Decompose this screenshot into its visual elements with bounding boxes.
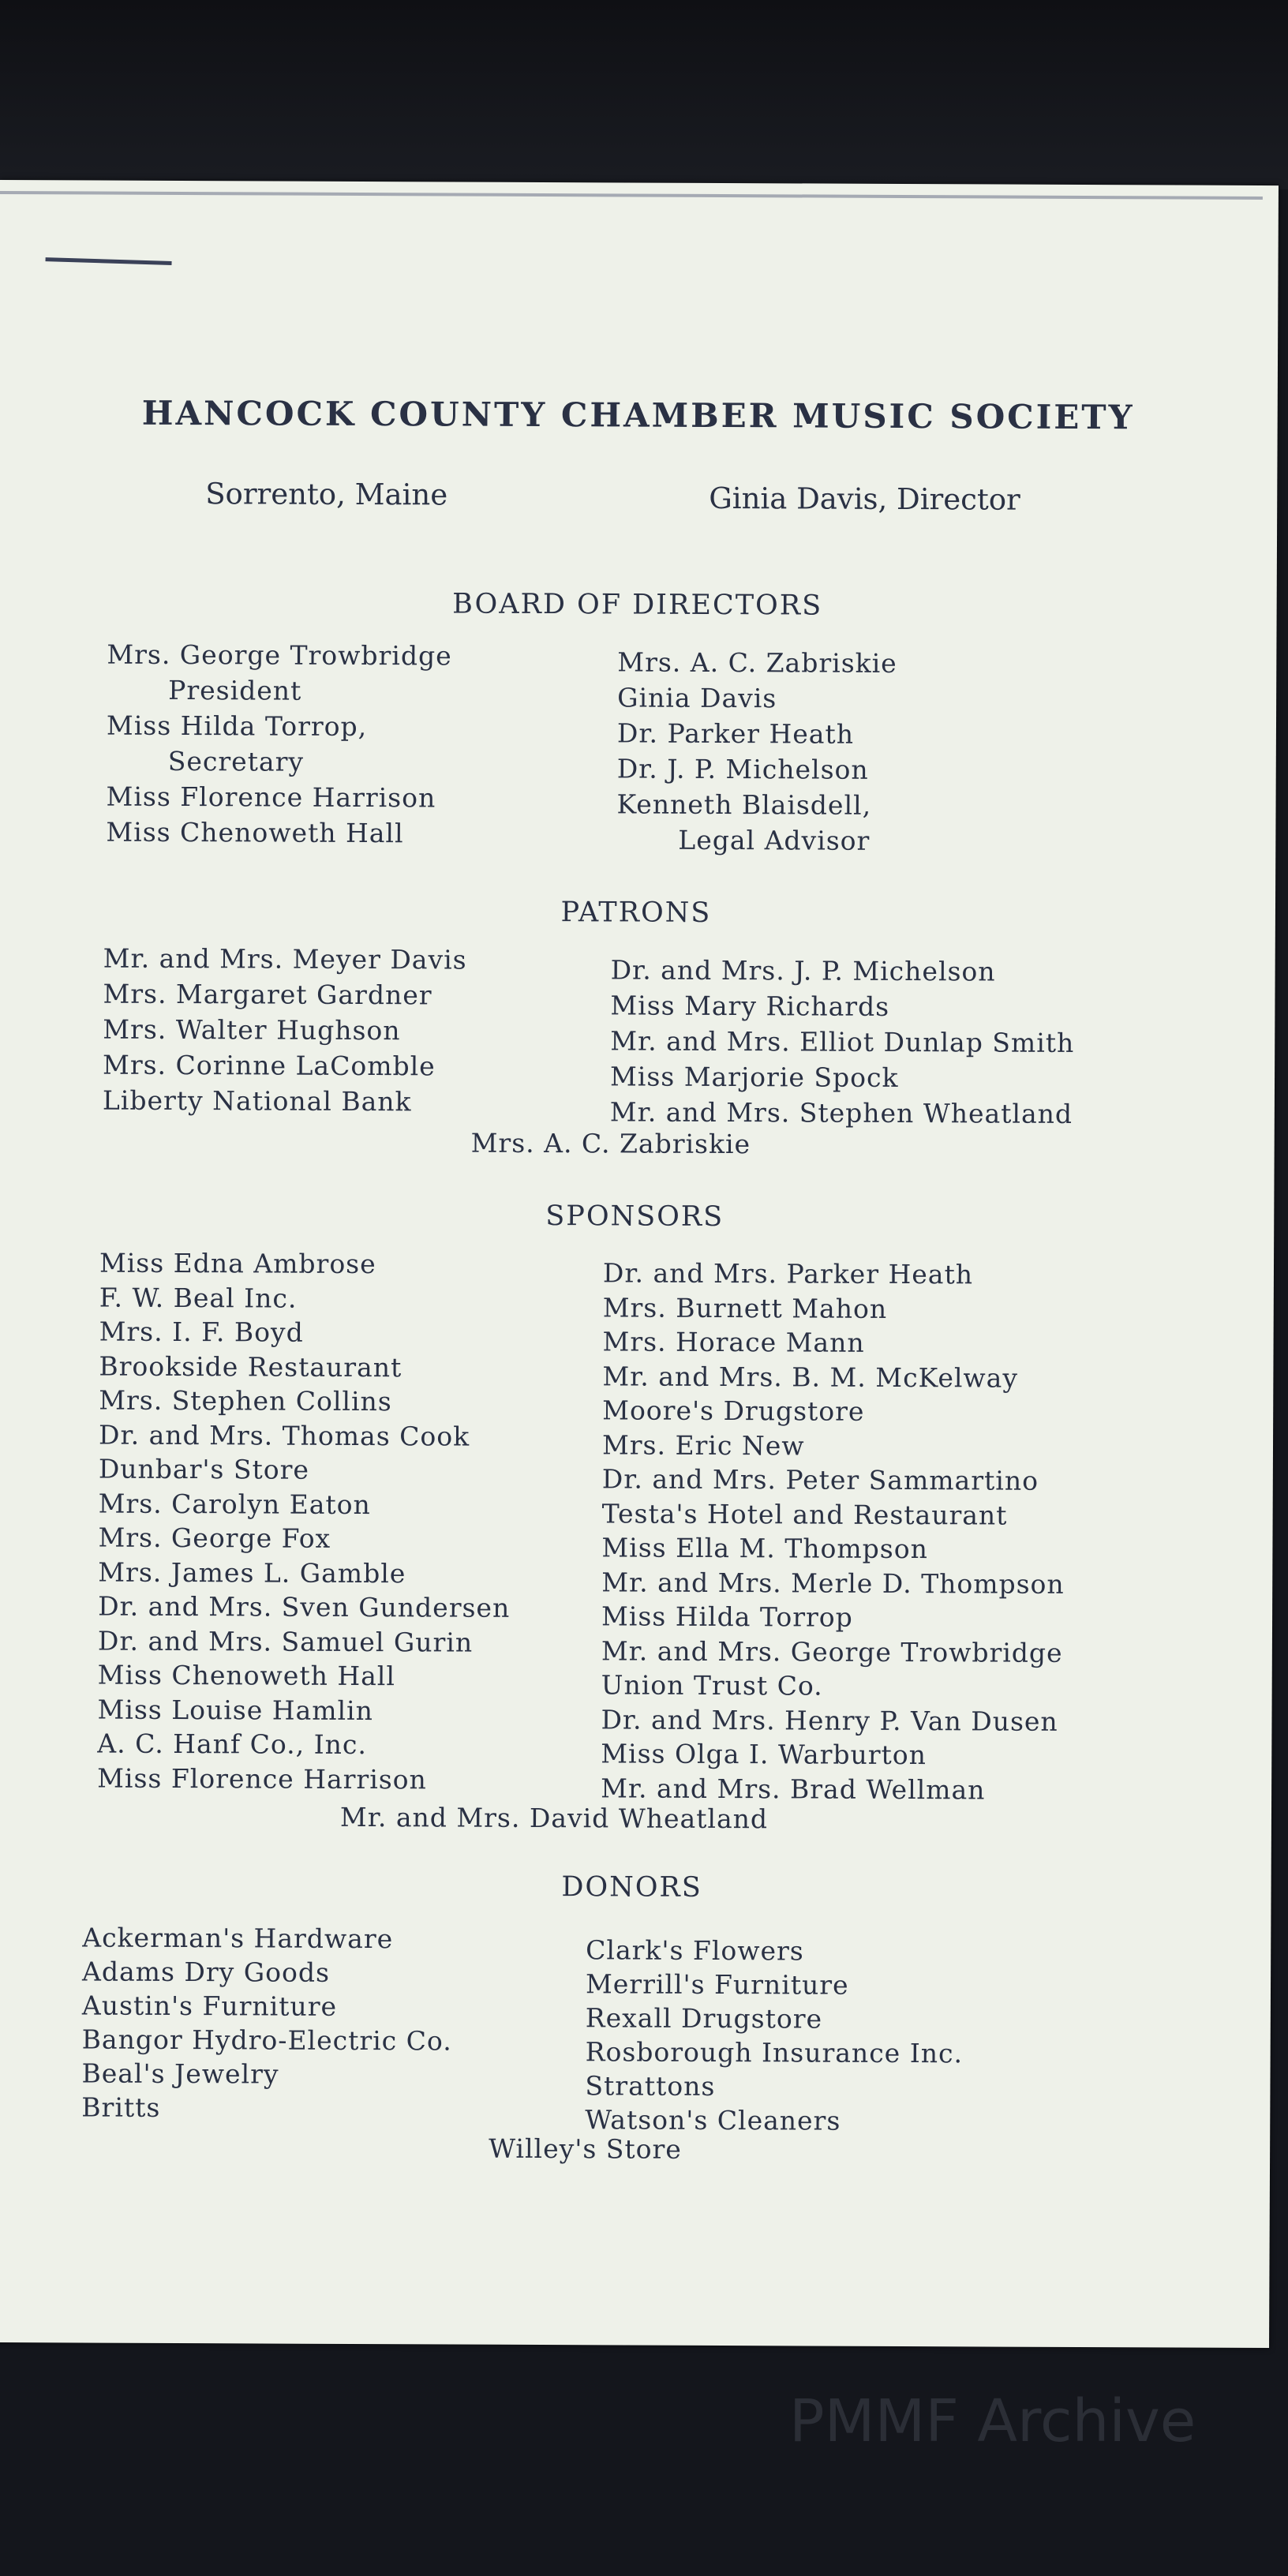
board-member-title: Secretary <box>167 745 305 777</box>
sponsor-entry: Mr. and Mrs. George Trowbridge <box>601 1634 1063 1668</box>
background-top <box>0 0 1288 189</box>
sponsor-entry: Mrs. Carolyn Eaton <box>98 1488 371 1520</box>
patron-entry: Mrs. Margaret Gardner <box>103 978 432 1011</box>
board-member: Dr. Parker Heath <box>616 717 855 750</box>
sponsor-entry: Miss Louise Hamlin <box>97 1694 373 1726</box>
sponsors-right-list <box>601 1256 1066 1807</box>
sponsor-entry: Dr. and Mrs. Henry P. Van Dusen <box>601 1703 1058 1737</box>
donors-heading: DONORS <box>561 1871 702 1904</box>
board-member: Miss Florence Harrison <box>106 781 436 814</box>
sponsor-entry: Miss Edna Ambrose <box>99 1247 376 1280</box>
pen-dash-mark <box>46 257 172 265</box>
donor-entry: Adams Dry Goods <box>82 1956 331 1988</box>
patron-entry: Mr. and Mrs. Stephen Wheatland <box>609 1096 1073 1129</box>
sponsor-entry: Dr. and Mrs. Peter Sammartino <box>601 1463 1039 1496</box>
donor-entry: Beal's Jewelry <box>81 2057 279 2090</box>
donor-entry: Merrill's Furniture <box>585 1968 849 2001</box>
sponsor-entry: Moore's Drugstore <box>602 1395 865 1427</box>
patrons-left-list <box>103 941 467 1120</box>
board-member: Miss Hilda Torrop, <box>106 710 368 743</box>
sponsor-entry: Mrs. I. F. Boyd <box>99 1316 304 1348</box>
patrons-right-list <box>610 952 1075 1132</box>
sponsor-entry: Mrs. James L. Gamble <box>98 1556 406 1589</box>
donor-entry: Clark's Flowers <box>586 1934 804 1967</box>
donor-entry: Rexall Drugstore <box>585 2002 823 2035</box>
board-member: Mrs. A. C. Zabriskie <box>617 646 897 679</box>
sponsor-entry: Brookside Restaurant <box>99 1350 402 1383</box>
sponsor-entry: Dunbar's Store <box>98 1453 310 1485</box>
society-title: HANCOCK COUNTY CHAMBER MUSIC SOCIETY <box>141 393 1135 437</box>
sponsor-entry: Dr. and Mrs. Parker Heath <box>602 1257 974 1290</box>
donor-entry: Strattons <box>585 2070 716 2102</box>
board-member-title: President <box>168 674 302 706</box>
sponsors-heading: SPONSORS <box>545 1200 724 1234</box>
patron-entry: Miss Mary Richards <box>610 990 890 1022</box>
sponsor-entry: Miss Ella M. Thompson <box>601 1532 928 1565</box>
sponsor-entry: Union Trust Co. <box>601 1669 823 1702</box>
patron-entry: Mrs. Corinne LaComble <box>103 1049 436 1082</box>
sponsor-entry: Mrs. Stephen Collins <box>99 1384 392 1417</box>
donor-entry: Britts <box>81 2091 161 2123</box>
sponsors-left-list <box>97 1246 511 1797</box>
patron-entry: Mr. and Mrs. Elliot Dunlap Smith <box>610 1025 1075 1058</box>
sponsor-entry: Miss Hilda Torrop <box>601 1601 853 1633</box>
sponsor-entry: Mr. and Mrs. Merle D. Thompson <box>601 1566 1065 1600</box>
sponsor-entry: F. W. Beal Inc. <box>99 1282 298 1314</box>
sponsor-entry: Mrs. George Fox <box>98 1522 331 1554</box>
page-top-edge <box>0 191 1263 200</box>
patron-entry: Mrs. Walter Hughson <box>103 1013 401 1046</box>
donor-entry: Austin's Furniture <box>81 1990 338 2022</box>
board-member: Kenneth Blaisdell, <box>616 788 872 821</box>
society-location: Sorrento, Maine <box>205 477 448 512</box>
patron-entry: Miss Marjorie Spock <box>609 1061 899 1093</box>
patron-entry-center: Mrs. A. C. Zabriskie <box>470 1127 751 1160</box>
sponsor-entry: Miss Olga I. Warburton <box>601 1738 927 1771</box>
board-right-list <box>616 644 897 859</box>
sponsor-entry: Dr. and Mrs. Thomas Cook <box>98 1419 470 1452</box>
sponsor-entry: Miss Chenoweth Hall <box>97 1659 396 1692</box>
sponsor-entry: Testa's Hotel and Restaurant <box>601 1497 1008 1531</box>
sponsor-entry: Mrs. Burnett Mahon <box>602 1291 888 1324</box>
donors-left-list <box>81 1920 452 2125</box>
donor-entry: Bangor Hydro-Electric Co. <box>81 2024 452 2057</box>
board-heading: BOARD OF DIRECTORS <box>452 588 823 622</box>
board-member: Miss Chenoweth Hall <box>106 816 404 849</box>
archive-watermark: PMMF Archive <box>789 2387 1196 2455</box>
donors-right-list <box>585 1933 963 2138</box>
board-member-title: Legal Advisor <box>678 824 871 856</box>
society-director: Ginia Davis, Director <box>709 481 1020 517</box>
board-member: Ginia Davis <box>617 682 777 714</box>
patron-entry: Mr. and Mrs. Meyer Davis <box>103 942 467 975</box>
donor-entry: Watson's Cleaners <box>585 2104 841 2136</box>
donor-entry-center: Willey's Store <box>489 2132 682 2165</box>
patron-entry: Liberty National Bank <box>102 1084 412 1118</box>
sponsor-entry: Dr. and Mrs. Samuel Gurin <box>97 1625 474 1658</box>
sponsor-entry: Mr. and Mrs. B. M. McKelway <box>602 1360 1019 1394</box>
program-page <box>0 180 1279 2348</box>
sponsor-entry: A. C. Hanf Co., Inc. <box>97 1728 367 1761</box>
patrons-heading: PATRONS <box>560 897 712 929</box>
sponsor-entry: Mrs. Eric New <box>601 1428 805 1461</box>
sponsor-entry: Miss Florence Harrison <box>97 1762 427 1795</box>
sponsor-entry: Dr. and Mrs. Sven Gundersen <box>98 1590 511 1623</box>
board-member: Dr. J. P. Michelson <box>616 753 869 785</box>
sponsor-entry: Mr. and Mrs. Brad Wellman <box>601 1772 986 1805</box>
donor-entry: Rosborough Insurance Inc. <box>585 2036 964 2069</box>
patron-entry: Dr. and Mrs. J. P. Michelson <box>610 954 996 987</box>
board-member: Mrs. George Trowbridge <box>107 638 452 672</box>
board-left-list <box>106 637 451 852</box>
sponsor-entry-center: Mr. and Mrs. David Wheatland <box>339 1801 769 1835</box>
donor-entry: Ackerman's Hardware <box>82 1922 394 1955</box>
sponsor-entry: Mrs. Horace Mann <box>602 1326 865 1358</box>
